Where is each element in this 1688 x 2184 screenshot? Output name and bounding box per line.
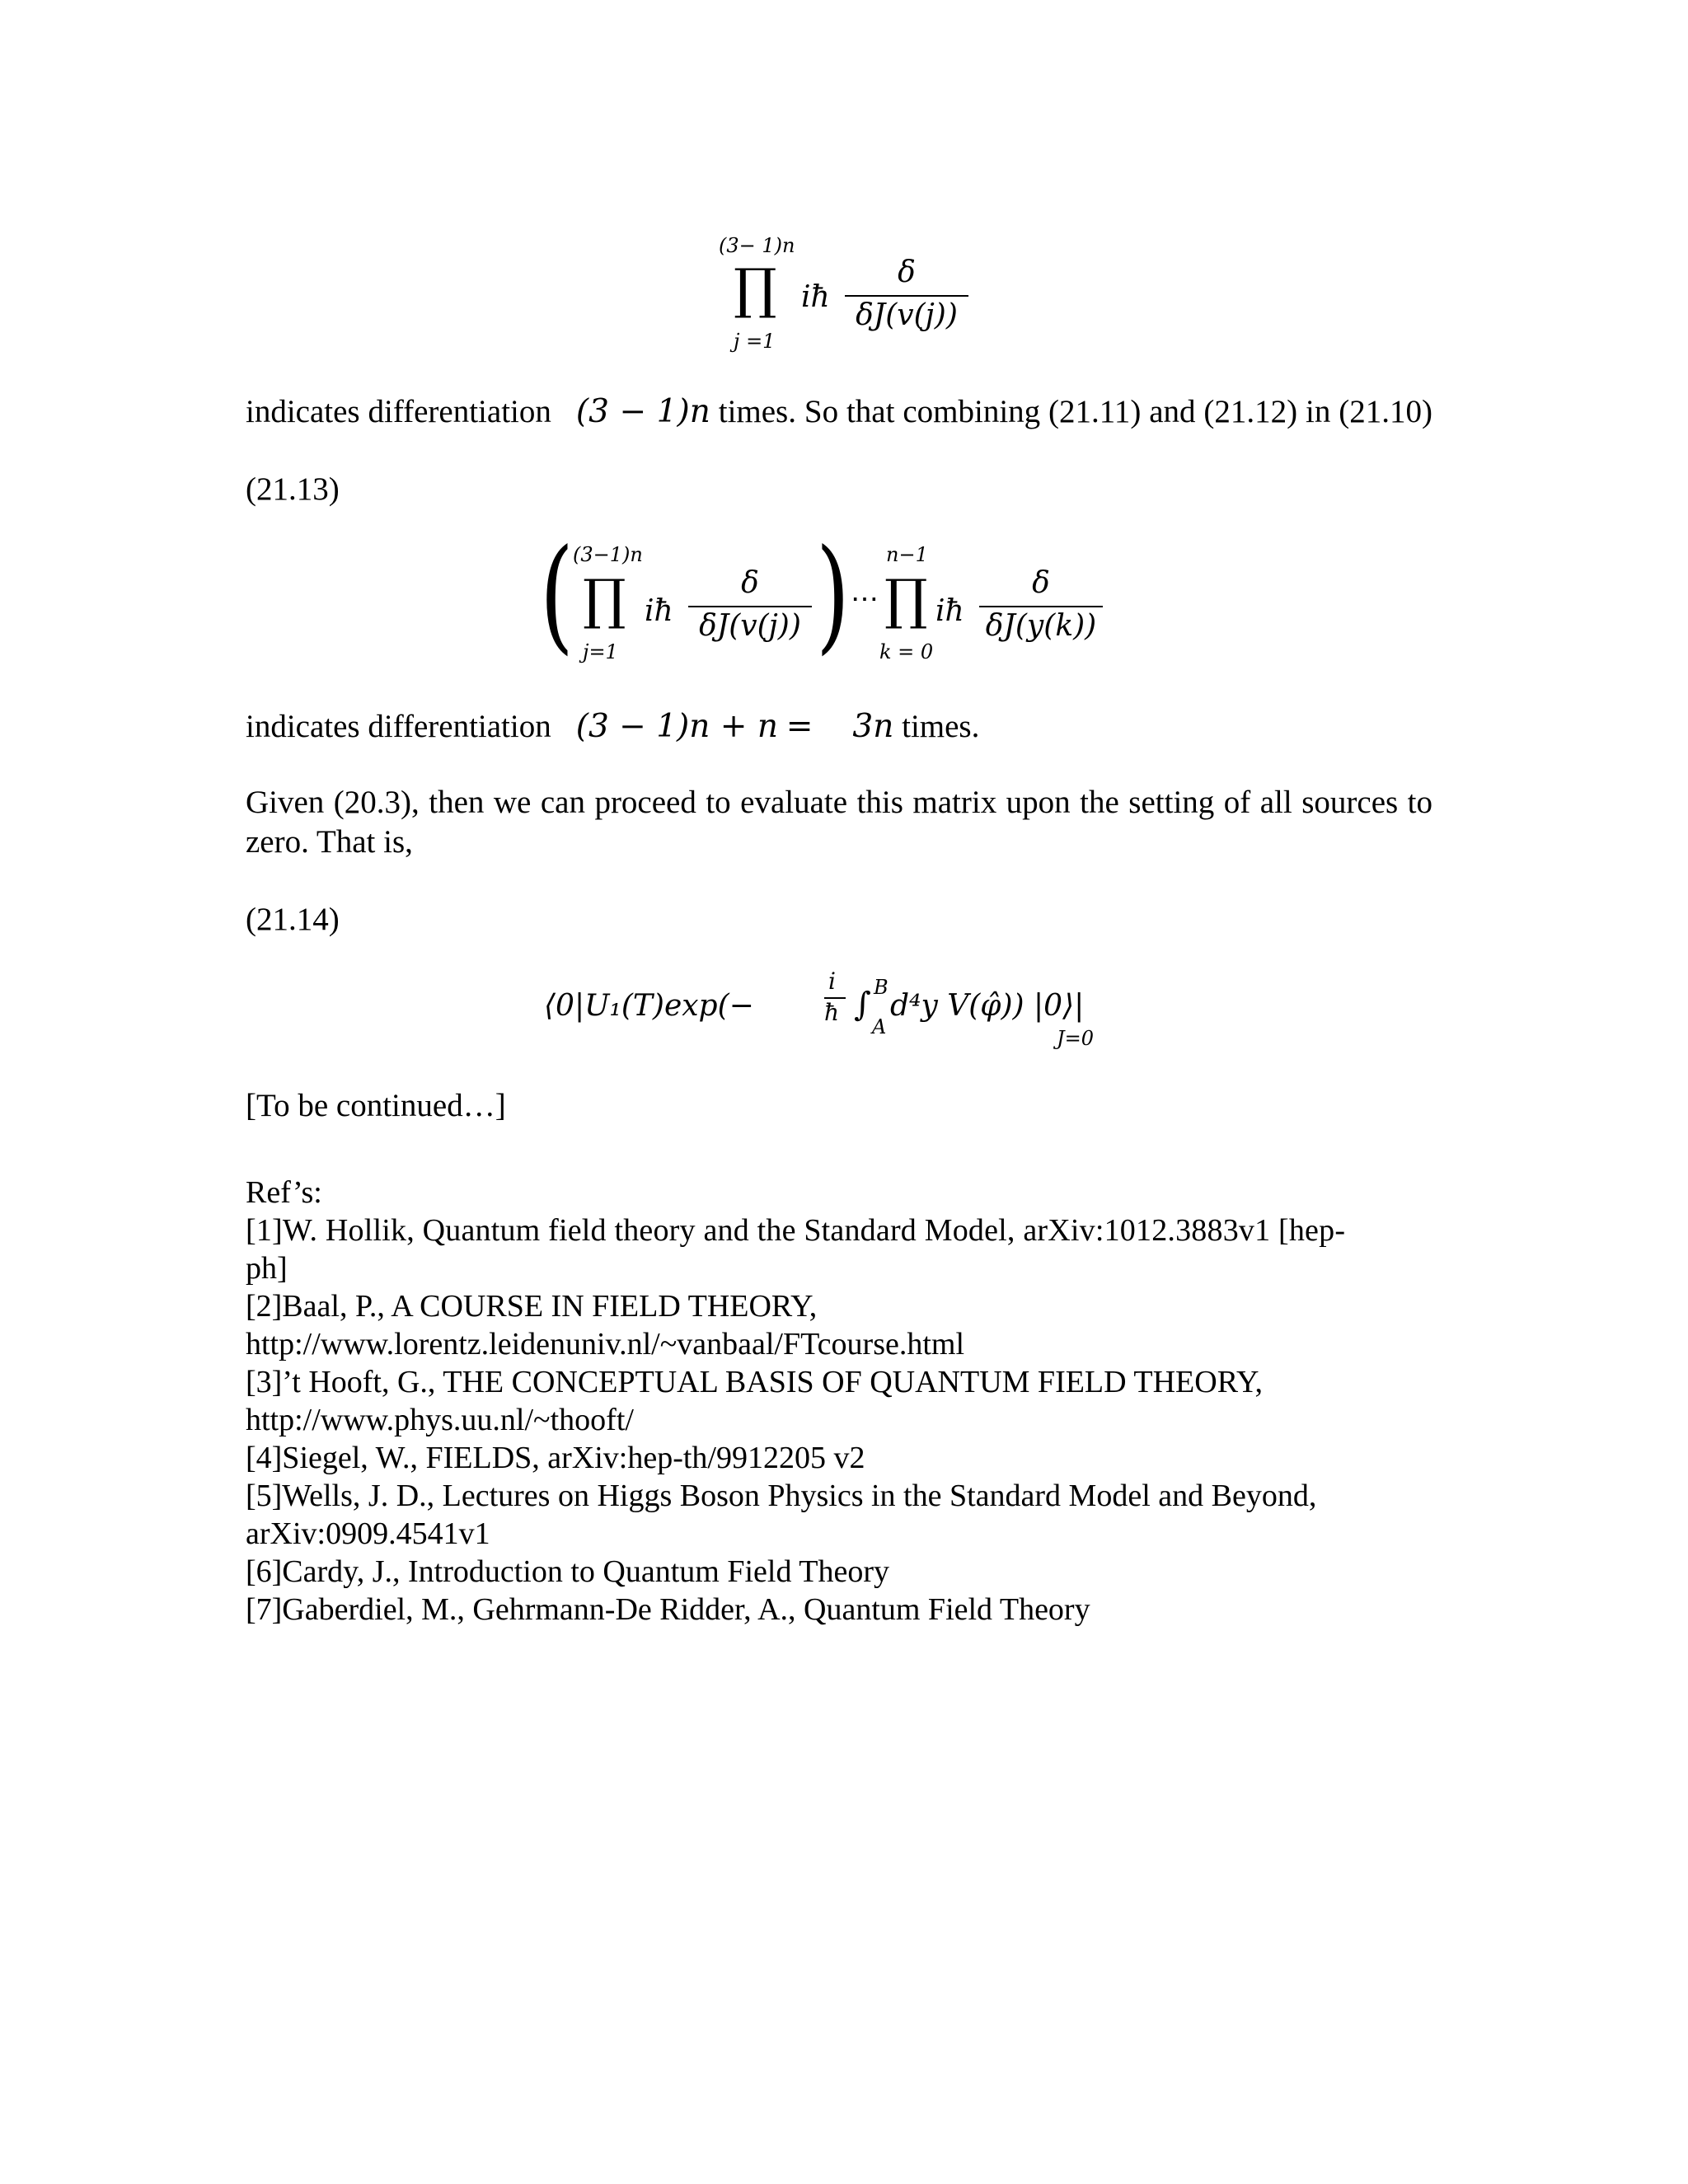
reference-line: arXiv:0909.4541v1 bbox=[246, 1516, 490, 1551]
integrand-expression: d⁴y V(φ̂)) |0⟩| bbox=[890, 989, 1085, 1023]
paragraph-differentiation-1: indicates differentiation (3 − 1)n times. So that combining (21.11) and (21.12) in (21.10) bbox=[246, 393, 1433, 430]
references-heading: Ref’s: bbox=[246, 1175, 322, 1210]
reference-line: [6]Cardy, J., Introduction to Quantum Field Theory bbox=[246, 1554, 889, 1589]
paragraph-evaluate-sources: Given (20.3), then we can proceed to evaluate this matrix upon the setting of all sources to zero. That is, bbox=[246, 785, 1432, 860]
fraction-numerator: δ bbox=[741, 566, 759, 600]
equation-label: (21.14) bbox=[246, 902, 340, 937]
reference-line: [2]Baal, P., A COURSE IN FIELD THEORY, bbox=[246, 1289, 818, 1324]
integral-upper-limit: B bbox=[874, 976, 889, 999]
fraction-denominator: δJ(v(j)) bbox=[856, 298, 958, 332]
integral-sign: ∫ bbox=[854, 986, 871, 1024]
product-symbol: ∏ bbox=[583, 568, 626, 631]
coefficient-ihbar: iħ bbox=[645, 594, 673, 628]
integral-lower-limit: A bbox=[872, 1015, 887, 1038]
product-upper-limit: n−1 bbox=[886, 543, 928, 566]
math-inline: (3 − 1)n bbox=[575, 393, 710, 430]
coefficient-ihbar: iħ bbox=[801, 280, 830, 314]
product-lower-limit: k = 0 bbox=[879, 640, 934, 663]
reference-line: [1]W. Hollik, Quantum field theory and the Standard Model, arXiv:1012.3883v1 [hep- bbox=[246, 1213, 1346, 1248]
evaluation-subscript: J=0 bbox=[1057, 1027, 1094, 1050]
bracket-left-expression: ⟨0|U₁(T)exp(− bbox=[544, 989, 754, 1023]
references bbox=[246, 1174, 1416, 1629]
right-paren: ) bbox=[816, 523, 850, 667]
product-upper-limit: (3− 1)n bbox=[719, 234, 795, 257]
reference-line: [3]’t Hooft, G., THE CONCEPTUAL BASIS OF QUANTUM FIELD THEORY, bbox=[246, 1365, 1263, 1399]
continued-note: [To be continued…] bbox=[246, 1088, 506, 1123]
product-lower-limit: j=1 bbox=[583, 640, 618, 663]
equation-label: (21.13) bbox=[246, 471, 340, 507]
math-inline: 3n bbox=[852, 708, 894, 745]
left-paren: ( bbox=[540, 523, 574, 667]
fraction-denominator: δJ(v(j)) bbox=[699, 609, 801, 643]
fraction-numerator: δ bbox=[1032, 566, 1050, 600]
math-inline: (3 − 1)n + n bbox=[575, 708, 778, 745]
fraction-bar bbox=[979, 606, 1103, 607]
product-lower-limit: j =1 bbox=[734, 330, 776, 353]
paragraph-differentiation-2: indicates differentiation (3 − 1)n + n = 3n times. bbox=[246, 708, 980, 745]
equation-combined-products bbox=[540, 523, 1117, 680]
fraction-numerator: δ bbox=[898, 255, 916, 289]
product-upper-limit: (3−1)n bbox=[573, 543, 643, 566]
reference-link[interactable]: http://www.phys.uu.nl/~thooft/ bbox=[246, 1403, 634, 1437]
reference-line: ph] bbox=[246, 1251, 288, 1286]
product-symbol: ∏ bbox=[734, 257, 777, 321]
equation-product-v bbox=[709, 229, 973, 361]
reference-line: [4]Siegel, W., FIELDS, arXiv:hep-th/9912205 v2 bbox=[246, 1441, 865, 1475]
equation-vacuum-expectation bbox=[544, 964, 1137, 1055]
fraction-bar bbox=[688, 606, 812, 607]
product-symbol: ∏ bbox=[884, 568, 928, 631]
fraction-denominator: δJ(y(k)) bbox=[985, 609, 1097, 643]
reference-link[interactable]: http://www.lorentz.leidenuniv.nl/~vanbaal/FTcourse.html bbox=[246, 1327, 965, 1361]
reference-line: [5]Wells, J. D., Lectures on Higgs Boson Physics in the Standard Model and Beyond, bbox=[246, 1479, 1317, 1513]
fraction-numerator: i bbox=[828, 968, 836, 995]
ellipsis: ⋯ bbox=[851, 583, 879, 616]
reference-line: [7]Gaberdiel, M., Gehrmann-De Ridder, A., Quantum Field Theory bbox=[246, 1592, 1090, 1627]
coefficient-ihbar: iħ bbox=[935, 594, 964, 628]
fraction-denominator: ħ bbox=[824, 999, 840, 1026]
fraction-bar bbox=[845, 295, 968, 297]
